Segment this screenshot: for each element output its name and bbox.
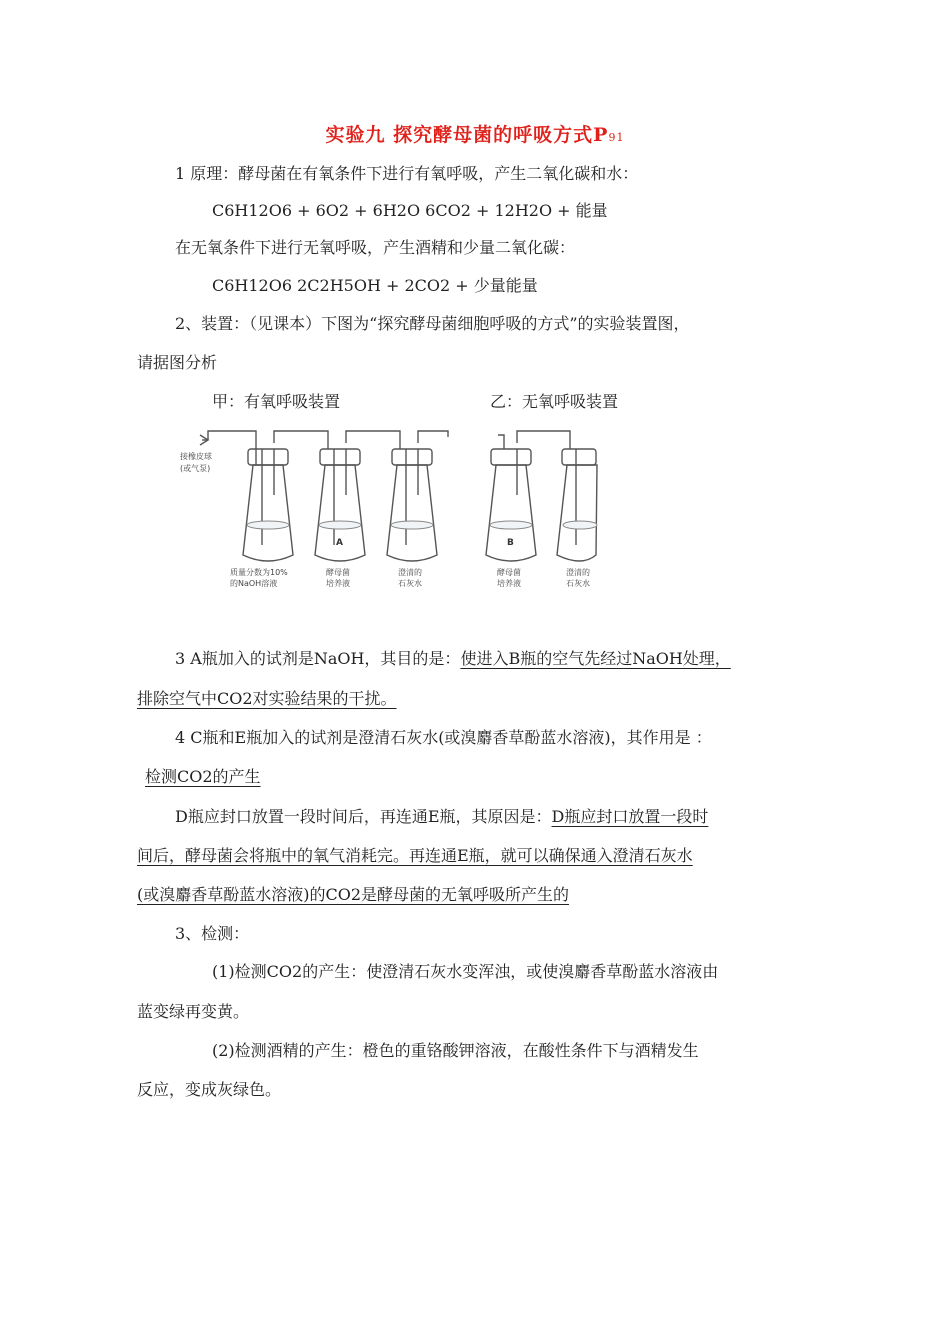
qd-line-3 [137,884,569,906]
qd-line-1 [175,806,708,828]
caption-limewater-2: 石灰水 [398,579,422,588]
caption-yeast-1: 酵母菌 [326,568,350,577]
caption-yeast-2: 培养液 [326,579,350,588]
label-aerobic-apparatus: 甲：有氧呼吸装置 [212,392,341,411]
apparatus-diagram [178,425,598,590]
page-title [0,120,950,147]
qd-line-2 [137,845,693,867]
q4-answer-text: 检测CO2的产生 [145,767,261,786]
caption-naoh-2: 的NaOH溶液 [230,579,278,588]
label-anaerobic-apparatus: 乙：无氧呼吸装置 [490,392,619,411]
q3-answer-1: 使进入B瓶的空气先经过NaOH处理， [460,649,731,668]
qd-answer-3: (或溴麝香草酚蓝水溶液)的CO2是酵母菌的无氧呼吸所产生的 [137,885,570,904]
detect-heading: 3、检测： [175,924,250,943]
equation-anaerobic: C6H12O6 2C2H5OH + 2CO2 + 少量能量 [212,276,538,295]
caption-limewater-b-2: 石灰水 [566,579,590,588]
detect-item-2-line-1: (2)检测酒精的产生：橙色的重铬酸钾溶液，在酸性条件下与酒精发生 [212,1041,699,1060]
title-text: 实验九 探究酵母菌的呼吸方式P [325,124,609,146]
pump-label-2: (或气泵) [180,464,211,473]
caption-yeast-b-1: 酵母菌 [497,568,521,577]
principle-line-1: 1 原理：酵母菌在有氧条件下进行有氧呼吸，产生二氧化碳和水： [175,164,639,183]
q3-line-2 [137,688,397,710]
flask-b-label: B [507,538,514,548]
q4-line-1: 4 C瓶和E瓶加入的试剂是澄清石灰水(或溴麝香草酚蓝水溶液)，其作用是 ： [175,728,712,747]
caption-limewater-1: 澄清的 [398,568,422,577]
apparatus-line-2: 请据图分析 [137,353,218,372]
pump-label-1: 接橡皮球 [180,452,212,461]
detect-item-1-line-2: 蓝变绿再变黄。 [137,1002,250,1021]
flask-a-label: A [336,538,343,548]
title-subscript: 91 [608,131,625,144]
caption-naoh-1: 质量分数为10% [230,568,288,577]
equation-aerobic: C6H12O6 + 6O2 + 6H2O 6CO2 + 12H2O + 能量 [212,201,608,220]
detect-item-1-line-1: (1)检测CO2的产生：使澄清石灰水变浑浊，或使溴麝香草酚蓝水溶液由 [212,962,719,981]
qd-answer-2: 间后，酵母菌会将瓶中的氧气消耗完。再连通E瓶，就可以确保通入澄清石灰水 [137,846,693,865]
apparatus-line-1: 2、装置：（见课本）下图为“探究酵母菌细胞呼吸的方式”的实验装置图， [175,314,690,333]
detect-item-2-line-2: 反应，变成灰绿色。 [137,1080,282,1099]
q3-prefix: 3 A瓶加入的试剂是NaOH，其目的是： [175,649,461,668]
qd-answer-1: D瓶应封口放置一段时 [551,807,709,826]
q4-answer [145,766,261,788]
q3-answer-2: 排除空气中CO2对实验结果的干扰。 [137,689,397,708]
principle-line-2: 在无氧条件下进行无氧呼吸，产生酒精和少量二氧化碳： [175,238,576,257]
caption-limewater-b-1: 澄清的 [566,568,590,577]
qd-prefix: D瓶应封口放置一段时间后，再连通E瓶，其原因是： [175,807,552,826]
q3-line-1 [175,648,731,670]
caption-yeast-b-2: 培养液 [497,579,521,588]
